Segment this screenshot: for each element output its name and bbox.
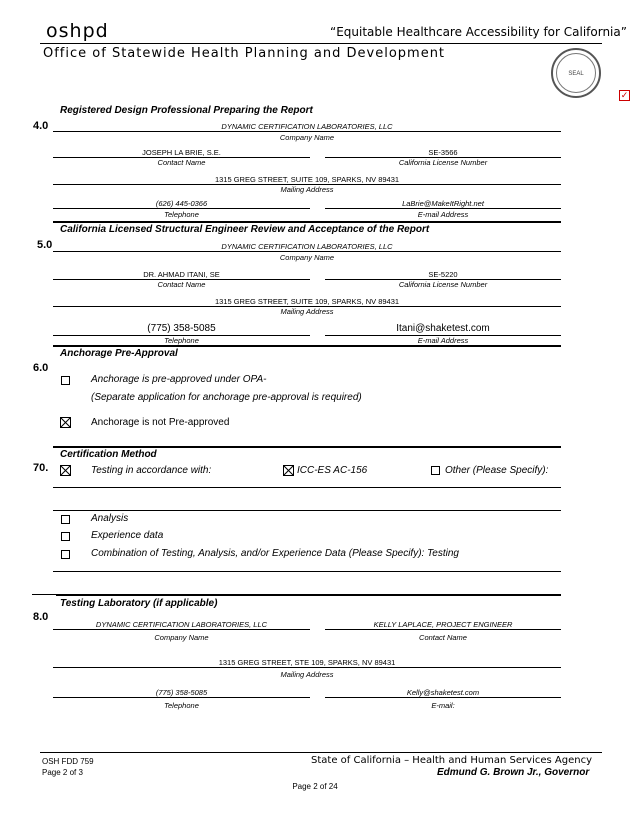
s8-phone-label: Telephone — [164, 701, 199, 710]
section-8-number: 8.0 — [33, 611, 49, 623]
s7-analysis-checkbox[interactable] — [61, 515, 70, 524]
s7-combination-checkbox[interactable] — [61, 550, 70, 559]
s7-icc-checkbox[interactable] — [283, 465, 294, 476]
s5-email-value[interactable]: Itani@shaketest.com — [396, 323, 490, 334]
footer-rule — [40, 752, 602, 753]
s5-email-label: E-mail Address — [417, 336, 469, 345]
s4-phone-line — [53, 208, 310, 209]
s8-address-label: Mailing Address — [280, 670, 334, 679]
section-4-number: 4.0 — [33, 120, 49, 132]
s4-email-value[interactable]: LaBrie@MakeItRight.net — [402, 199, 484, 208]
section-8-heading: Testing Laboratory (if applicable) — [60, 598, 218, 609]
section-6-number: 6.0 — [33, 362, 49, 374]
s7-combination-label: Combination of Testing, Analysis, and/or Experience Data (Please Specify): Testing — [91, 548, 459, 559]
s7-combination-line — [53, 571, 561, 572]
s4-company-line — [53, 131, 561, 132]
form-page: Page 2 of 3 — [42, 768, 83, 777]
s8-contact-value[interactable]: KELLY LAPLACE, PROJECT ENGINEER — [373, 620, 513, 629]
s5-license-label: California License Number — [398, 280, 488, 289]
x-mark-icon — [61, 466, 70, 475]
s7-analysis-label: Analysis — [91, 513, 129, 524]
s7-experience-checkbox[interactable] — [61, 532, 70, 541]
s7-testing-label: Testing in accordance with: — [91, 465, 212, 476]
s4-address-value[interactable]: 1315 GREG STREET, SUITE 109, SPARKS, NV 89431 — [214, 175, 400, 184]
s4-email-label: E-mail Address — [417, 210, 469, 219]
section-7-number: 70. — [33, 462, 49, 474]
s4-license-label: California License Number — [398, 158, 488, 167]
s8-email-value[interactable]: Kelly@shaketest.com — [406, 688, 480, 697]
s5-address-label: Mailing Address — [280, 307, 334, 316]
x-mark-icon — [284, 466, 293, 475]
s4-contact-label: Contact Name — [157, 158, 206, 167]
s5-company-label: Company Name — [279, 253, 335, 262]
s6-not-preapproved-checkbox[interactable] — [60, 417, 71, 428]
s6-not-preapproved-label: Anchorage is not Pre-approved — [91, 417, 230, 428]
governor-name: Edmund G. Brown Jr., Governor — [437, 767, 590, 778]
oshpd-logo: oshpd — [46, 20, 109, 42]
s8-phone-line — [53, 697, 310, 698]
s5-phone-label: Telephone — [164, 336, 199, 345]
s7-other-label: Other (Please Specify): — [445, 465, 549, 476]
s5-phone-value[interactable]: (775) 358-5085 — [147, 323, 216, 334]
s8-address-value[interactable]: 1315 GREG STREET, STE 109, SPARKS, NV 89431 — [218, 658, 396, 667]
s5-contact-label: Contact Name — [157, 280, 206, 289]
s5-contact-value[interactable]: DR. AHMAD ITANI, SE — [143, 270, 220, 279]
s5-company-value[interactable]: DYNAMIC CERTIFICATION LABORATORIES, LLC — [221, 242, 393, 251]
agency-name: State of California – Health and Human Services Agency — [311, 755, 593, 766]
form-id: OSH FDD 759 — [42, 757, 94, 766]
section-6-heading: Anchorage Pre-Approval — [60, 348, 178, 359]
header-rule — [40, 43, 602, 44]
s8-top-rule — [56, 594, 561, 596]
s8-contact-label: Contact Name — [419, 633, 467, 642]
s8-left-stub — [32, 594, 56, 595]
state-seal-center: SEAL — [556, 53, 596, 93]
s7-other-line-1 — [53, 487, 561, 488]
s7-other-line-2 — [53, 510, 561, 511]
s4-phone-value[interactable]: (626) 445-0366 — [155, 199, 208, 208]
s7-icc-label: ICC-ES AC-156 — [297, 465, 368, 476]
s6-preapproved-checkbox[interactable] — [61, 376, 70, 385]
section-4-heading: Registered Design Professional Preparing the Report — [60, 105, 313, 116]
x-mark-icon — [61, 418, 70, 427]
s5-license-value[interactable]: SE-5220 — [428, 270, 458, 279]
s8-address-line — [53, 667, 561, 668]
office-name: Office of Statewide Health Planning and Development — [43, 46, 446, 61]
s8-company-value[interactable]: DYNAMIC CERTIFICATION LABORATORIES, LLC — [95, 620, 268, 629]
tagline: “Equitable Healthcare Accessibility for California” — [330, 25, 627, 39]
s6-preapproved-note: (Separate application for anchorage pre-approval is required) — [91, 392, 362, 403]
section-5-number: 5.0 — [37, 239, 53, 251]
s7-experience-label: Experience data — [91, 530, 164, 541]
s5-address-value[interactable]: 1315 GREG STREET, SUITE 109, SPARKS, NV 89431 — [214, 297, 400, 306]
red-check-icon: ✓ — [620, 90, 629, 100]
s4-contact-value[interactable]: JOSEPH LA BRIE, S.E. — [142, 148, 221, 157]
s7-testing-checkbox[interactable] — [60, 465, 71, 476]
section-7-heading: Certification Method — [60, 449, 157, 460]
s5-top-rule — [53, 221, 561, 223]
s4-email-line — [325, 208, 561, 209]
section-5-heading: California Licensed Structural Engineer Review and Acceptance of the Report — [60, 224, 430, 235]
s6-top-rule — [53, 345, 561, 347]
s8-contact-line — [325, 629, 561, 630]
s8-email-label: E-mail: — [431, 701, 455, 710]
s7-other-checkbox[interactable] — [431, 466, 440, 475]
page-number: Page 2 of 24 — [292, 782, 338, 791]
s5-company-line — [53, 251, 561, 252]
s4-company-label: Company Name — [279, 133, 335, 142]
s4-company-value[interactable]: DYNAMIC CERTIFICATION LABORATORIES, LLC — [221, 122, 393, 131]
s8-company-line — [53, 629, 310, 630]
s8-email-line — [325, 697, 561, 698]
s8-company-label: Company Name — [154, 633, 209, 642]
s4-phone-label: Telephone — [164, 210, 199, 219]
s4-address-label: Mailing Address — [280, 185, 334, 194]
s6-preapproved-label: Anchorage is pre-approved under OPA- — [91, 374, 267, 385]
s8-phone-value[interactable]: (775) 358-5085 — [155, 688, 208, 697]
s7-top-rule — [53, 446, 561, 448]
s4-license-value[interactable]: SE-3566 — [428, 148, 458, 157]
